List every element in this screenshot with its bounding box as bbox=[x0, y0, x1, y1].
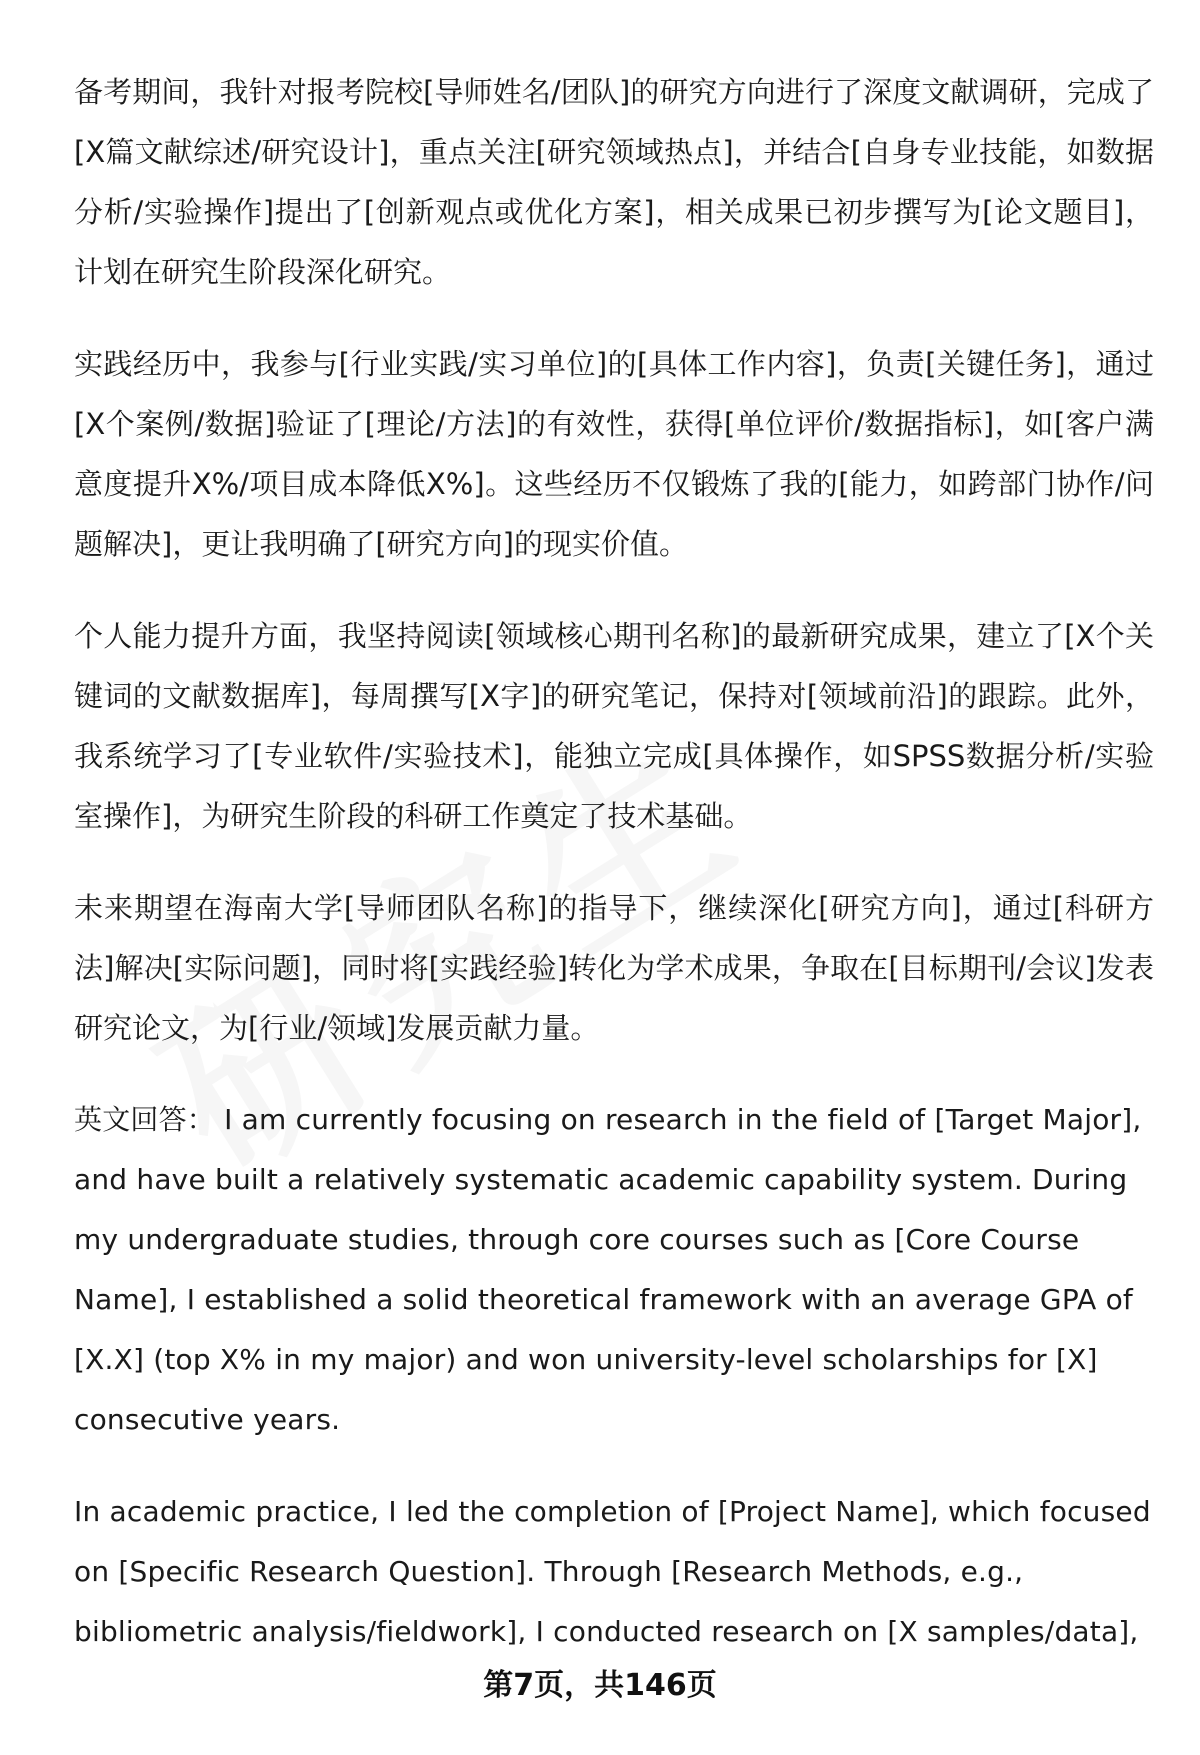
page-number: 第7页，共146页 bbox=[483, 1668, 717, 1703]
document-body bbox=[74, 62, 1154, 1694]
paragraph-practice: 实践经历中，我参与[行业实践/实习单位]的[具体工作内容]，负责[关键任务]，通过[X个案例/数据]验证了[理论/方法]的有效性，获得[单位评价/数据指标]，如[客户满意度提升X%/项目成本降低X%]。这些经历不仅锻炼了我的[能力，如跨部门协作/问题解决]，更让我明确了[研究方向]的现实价值。 bbox=[74, 347, 1154, 561]
paragraph-ability: 个人能力提升方面，我坚持阅读[领域核心期刊名称]的最新研究成果，建立了[X个关键词的文献数据库]，每周撰写[X字]的研究笔记，保持对[领域前沿]的跟踪。此外，我系统学习了[专业软件/实验技术]，能独立完成[具体操作，如SPSS数据分析/实验室操作]，为研究生阶段的科研工作奠定了技术基础。 bbox=[74, 619, 1154, 833]
paragraph-future: 未来期望在海南大学[导师团队名称]的指导下，继续深化[研究方向]，通过[科研方法]解决[实际问题]，同时将[实践经验]转化为学术成果，争取在[目标期刊/会议]发表研究论文，为[行业/领域]发展贡献力量。 bbox=[74, 891, 1154, 1045]
paragraph-academic-practice: In academic practice, I led the completion of [Project Name], which focused on [Specific Research Question]. Through [Research Methods, e.g., bibliometric analysis/fieldwork], I conducted research on [X samples/data], bbox=[74, 1495, 1151, 1648]
paragraph-preparation: 备考期间，我针对报考院校[导师姓名/团队]的研究方向进行了深度文献调研，完成了[X篇文献综述/研究设计]，重点关注[研究领域热点]，并结合[自身专业技能，如数据分析/实验操作]提出了[创新观点或优化方案]，相关成果已初步撰写为[论文题目]，计划在研究生阶段深化研究。 bbox=[74, 75, 1154, 289]
paragraph-english-answer: 英文回答： I am currently focusing on research in the field of [Target Major], and have built a relatively systematic academic capability system. During my undergraduate studies, through core courses such as [Core Course Name], I established a solid theoretical framework with an average GPA of [X.X] (top X% in my major) and won university-level scholarships for [X] consecutive years. bbox=[74, 1103, 1142, 1436]
